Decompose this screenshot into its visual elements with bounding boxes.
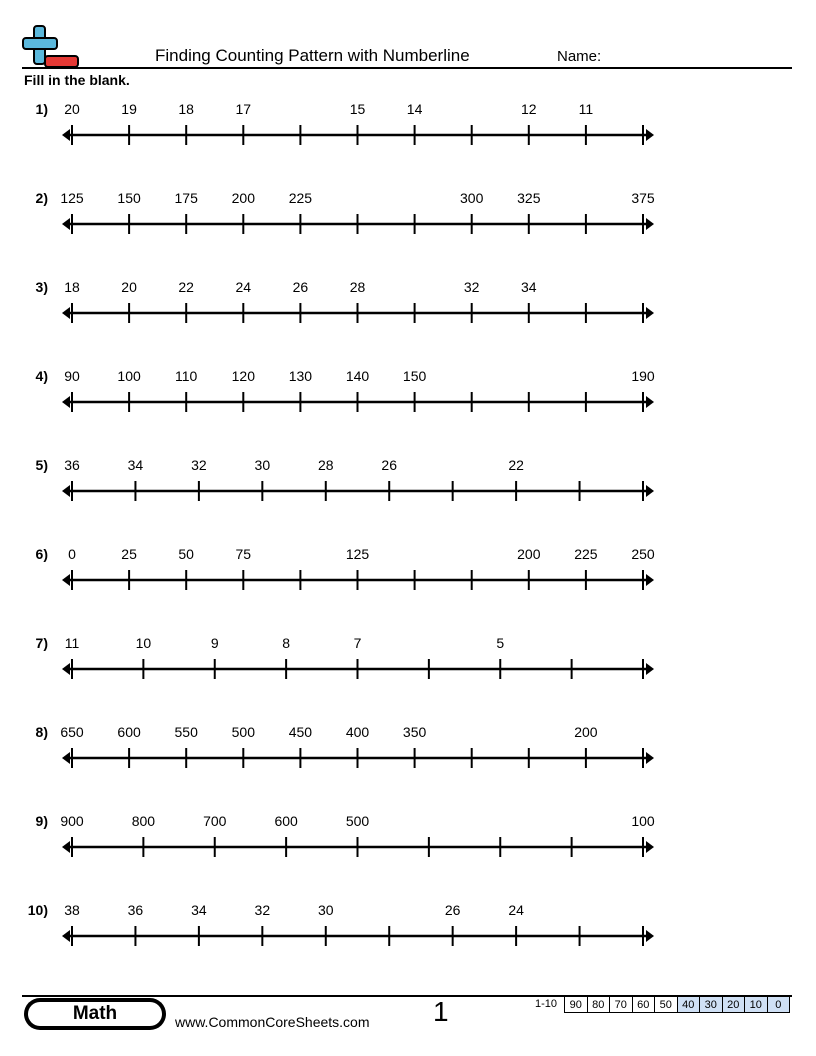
- site-url: www.CommonCoreSheets.com: [175, 1014, 370, 1030]
- left-arrow-icon: [62, 663, 70, 675]
- tick-label: 125: [345, 546, 370, 562]
- right-arrow-icon: [646, 307, 654, 319]
- tick-label: 15: [349, 101, 366, 117]
- score-cell: 30: [700, 997, 723, 1013]
- number-line: [0, 724, 816, 764]
- score-cell: 0: [767, 997, 790, 1013]
- problem-9: [0, 813, 816, 873]
- score-table: [564, 996, 790, 1013]
- problem-number: 6): [35, 546, 48, 562]
- tick-label: 28: [349, 279, 366, 295]
- tick-label: 175: [174, 190, 198, 206]
- tick-label: 325: [517, 190, 541, 206]
- tick-label: 32: [254, 902, 271, 918]
- problem-5: [0, 457, 816, 517]
- right-arrow-icon: [646, 396, 654, 408]
- problem-8: [0, 724, 816, 784]
- tick-label: 14: [406, 101, 423, 117]
- right-arrow-icon: [646, 129, 654, 141]
- name-label: Name:: [557, 48, 602, 65]
- problem-number: 1): [35, 101, 48, 117]
- tick-label: 450: [288, 724, 313, 740]
- tick-label: 900: [60, 813, 84, 829]
- number-line: [0, 190, 816, 230]
- score-cell: 70: [610, 997, 633, 1013]
- tick-label: 11: [64, 635, 80, 651]
- tick-label: 600: [274, 813, 298, 829]
- score-cell: 40: [677, 997, 700, 1013]
- tick-label: 36: [64, 457, 80, 473]
- tick-label: 90: [64, 368, 80, 384]
- tick-label: 130: [288, 368, 313, 384]
- tick-label: 34: [191, 902, 207, 918]
- tick-label: 25: [121, 546, 137, 562]
- left-arrow-icon: [62, 218, 70, 230]
- tick-label: 250: [631, 546, 655, 562]
- problem-6: [0, 546, 816, 606]
- tick-label: 100: [117, 368, 141, 384]
- tick-label: 5: [496, 635, 505, 651]
- left-arrow-icon: [62, 574, 70, 586]
- score-cell: 50: [655, 997, 678, 1013]
- tick-label: 34: [521, 279, 537, 295]
- tick-label: 190: [631, 368, 655, 384]
- left-arrow-icon: [62, 396, 70, 408]
- problem-number: 7): [35, 635, 48, 651]
- right-arrow-icon: [646, 574, 654, 586]
- tick-label: 18: [178, 101, 194, 117]
- tick-label: 200: [517, 546, 541, 562]
- tick-label: 800: [131, 813, 156, 829]
- number-line: [0, 813, 816, 853]
- left-arrow-icon: [62, 307, 70, 319]
- problem-number: 10): [27, 902, 48, 918]
- tick-label: 20: [121, 279, 137, 295]
- worksheet-title: Finding Counting Pattern with Numberline: [155, 46, 470, 65]
- tick-label: 500: [231, 724, 255, 740]
- tick-label: 110: [175, 368, 198, 384]
- number-line: [0, 279, 816, 319]
- tick-label: 38: [64, 902, 80, 918]
- left-arrow-icon: [62, 129, 70, 141]
- tick-label: 22: [178, 279, 194, 295]
- score-cell: 10: [745, 997, 768, 1013]
- number-line: [0, 635, 816, 675]
- tick-label: 350: [402, 724, 427, 740]
- tick-label: 550: [174, 724, 198, 740]
- right-arrow-icon: [646, 930, 654, 942]
- tick-label: 150: [402, 368, 427, 384]
- tick-label: 17: [235, 101, 252, 117]
- left-arrow-icon: [62, 485, 70, 497]
- tick-label: 100: [631, 813, 655, 829]
- number-line: [0, 546, 816, 586]
- tick-label: 19: [121, 101, 137, 117]
- instructions: Fill in the blank.: [24, 72, 130, 88]
- problem-7: [0, 635, 816, 695]
- tick-label: 9: [210, 635, 219, 651]
- tick-label: 22: [508, 457, 524, 473]
- score-cell: 60: [632, 997, 655, 1013]
- tick-label: 7: [353, 635, 362, 651]
- tick-label: 30: [254, 457, 271, 473]
- tick-label: 20: [64, 101, 80, 117]
- left-arrow-icon: [62, 930, 70, 942]
- tick-label: 600: [117, 724, 141, 740]
- score-cell: 90: [565, 997, 588, 1013]
- problem-3: [0, 279, 816, 339]
- number-line: [0, 902, 816, 942]
- problem-1: [0, 101, 816, 161]
- right-arrow-icon: [646, 485, 654, 497]
- problem-number: 4): [35, 368, 48, 384]
- tick-label: 10: [135, 635, 152, 651]
- problem-number: 8): [35, 724, 48, 740]
- tick-label: 8: [282, 635, 291, 651]
- tick-label: 32: [191, 457, 207, 473]
- tick-label: 400: [345, 724, 370, 740]
- score-row: [565, 997, 790, 1013]
- score-cell: 80: [587, 997, 610, 1013]
- tick-label: 50: [178, 546, 194, 562]
- page-number: 1: [433, 996, 449, 1027]
- tick-label: 28: [317, 457, 334, 473]
- tick-label: 0: [68, 546, 76, 562]
- tick-label: 225: [574, 546, 598, 562]
- tick-label: 12: [521, 101, 537, 117]
- tick-label: 24: [508, 902, 524, 918]
- problem-10: [0, 902, 816, 962]
- tick-label: 140: [345, 368, 370, 384]
- left-arrow-icon: [62, 841, 70, 853]
- tick-label: 18: [64, 279, 80, 295]
- tick-label: 34: [127, 457, 144, 473]
- tick-label: 200: [231, 190, 255, 206]
- tick-label: 26: [292, 279, 309, 295]
- tick-label: 11: [578, 101, 594, 117]
- number-line: [0, 457, 816, 497]
- tick-label: 30: [317, 902, 334, 918]
- tick-label: 700: [203, 813, 227, 829]
- tick-label: 75: [235, 546, 252, 562]
- site-logo: [22, 24, 80, 70]
- tick-label: 26: [444, 902, 461, 918]
- header-divider: [22, 67, 792, 69]
- tick-label: 375: [631, 190, 655, 206]
- right-arrow-icon: [646, 663, 654, 675]
- tick-label: 24: [235, 279, 252, 295]
- right-arrow-icon: [646, 841, 654, 853]
- problem-number: 3): [35, 279, 48, 295]
- problem-number: 9): [35, 813, 48, 829]
- problem-number: 5): [35, 457, 48, 473]
- number-line: [0, 368, 816, 408]
- tick-label: 32: [463, 279, 480, 295]
- number-line: [0, 101, 816, 141]
- tick-label: 26: [381, 457, 398, 473]
- problem-number: 2): [35, 190, 48, 206]
- right-arrow-icon: [646, 752, 654, 764]
- score-range-label: 1-10: [535, 998, 558, 1010]
- tick-label: 150: [117, 190, 141, 206]
- tick-label: 200: [574, 724, 598, 740]
- subject-badge: [24, 998, 166, 1030]
- right-arrow-icon: [646, 218, 654, 230]
- score-cell: 20: [722, 997, 745, 1013]
- problem-2: [0, 190, 816, 250]
- tick-label: 500: [345, 813, 370, 829]
- tick-label: 125: [60, 190, 84, 206]
- tick-label: 120: [231, 368, 255, 384]
- left-arrow-icon: [62, 752, 70, 764]
- tick-label: 650: [60, 724, 84, 740]
- tick-label: 300: [460, 190, 484, 206]
- problem-4: [0, 368, 816, 428]
- tick-label: 36: [127, 902, 144, 918]
- subject-badge-label: Math: [28, 1002, 162, 1026]
- tick-label: 225: [288, 190, 313, 206]
